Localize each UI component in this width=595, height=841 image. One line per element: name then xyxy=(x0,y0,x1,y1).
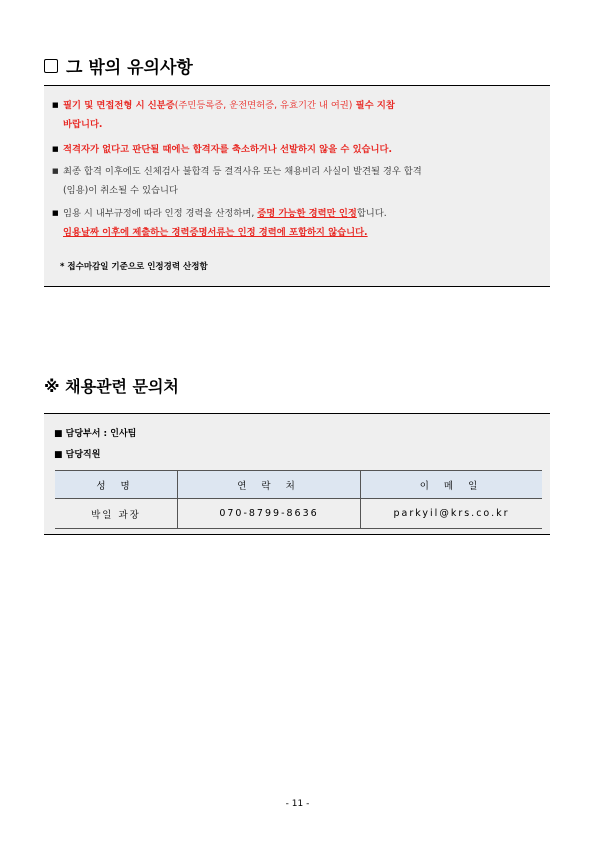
contact-email[interactable]: parkyil@krs.co.kr xyxy=(361,499,543,529)
bullet-icon: ■ xyxy=(52,209,59,217)
note-career-end: 합니다. xyxy=(356,208,387,219)
note-no-qualified-text: 적격자가 없다고 판단될 때에는 합격자를 축소하거나 선발하지 않을 수 있습니다. xyxy=(63,144,393,155)
note-id-emphasis: 필기 및 면접전형 시 신분증 xyxy=(63,100,175,111)
note-id-end: 바랍니다. xyxy=(63,119,103,130)
contact-box xyxy=(44,413,550,535)
note-cancel-line2: (임용)이 취소될 수 있습니다 xyxy=(63,185,178,196)
checkbox-icon xyxy=(44,59,58,73)
bullet-icon: ■ xyxy=(52,145,59,153)
note-item-id xyxy=(52,96,544,134)
section-title: 그 밖의 유의사항 xyxy=(66,58,193,78)
contact-phone: 070-8799-8636 xyxy=(178,499,361,529)
contact-name: 박일 과장 xyxy=(55,499,178,529)
section-heading-notes xyxy=(44,53,193,78)
header-email: 이 메 일 xyxy=(361,471,543,499)
note-career-text: 임용 시 내부규정에 따라 인정 경력을 산정하며, xyxy=(63,208,258,219)
staff-label: ■ 담당직원 xyxy=(54,450,101,460)
note-item-cancel xyxy=(52,162,544,200)
note-id-required: 필수 지참 xyxy=(352,100,395,111)
table-header-row xyxy=(55,471,542,499)
notes-box xyxy=(44,85,550,287)
note-item-career xyxy=(52,204,544,242)
contact-table xyxy=(55,470,542,529)
header-phone: 연 락 처 xyxy=(178,471,361,499)
note-cancel-line1: 최종 합격 이후에도 신체검사 불합격 등 결격사유 또는 채용비리 사실이 발견될 경우 합격 xyxy=(63,166,422,177)
table-row xyxy=(55,499,542,529)
bullet-icon: ■ xyxy=(52,101,59,109)
department-label: ■ 담당부서 : 인사팀 xyxy=(54,429,137,439)
header-name: 성 명 xyxy=(55,471,178,499)
note-career-line2: 임용날짜 이후에 제출하는 경력증명서류는 인정 경력에 포함하지 않습니다. xyxy=(63,227,368,238)
contact-heading: ※ 채용관련 문의처 xyxy=(44,377,179,396)
bullet-icon: ■ xyxy=(52,167,59,175)
note-item-no-qualified xyxy=(52,140,544,159)
note-career-emphasis: 증명 가능한 경력만 인정 xyxy=(257,208,357,219)
page-number: - 11 - xyxy=(285,799,310,809)
deadline-note: * 접수마감일 기준으로 인정경력 산정함 xyxy=(60,262,208,272)
note-id-docs: (주민등록증, 운전면허증, 유효기간 내 여권) xyxy=(174,100,353,111)
